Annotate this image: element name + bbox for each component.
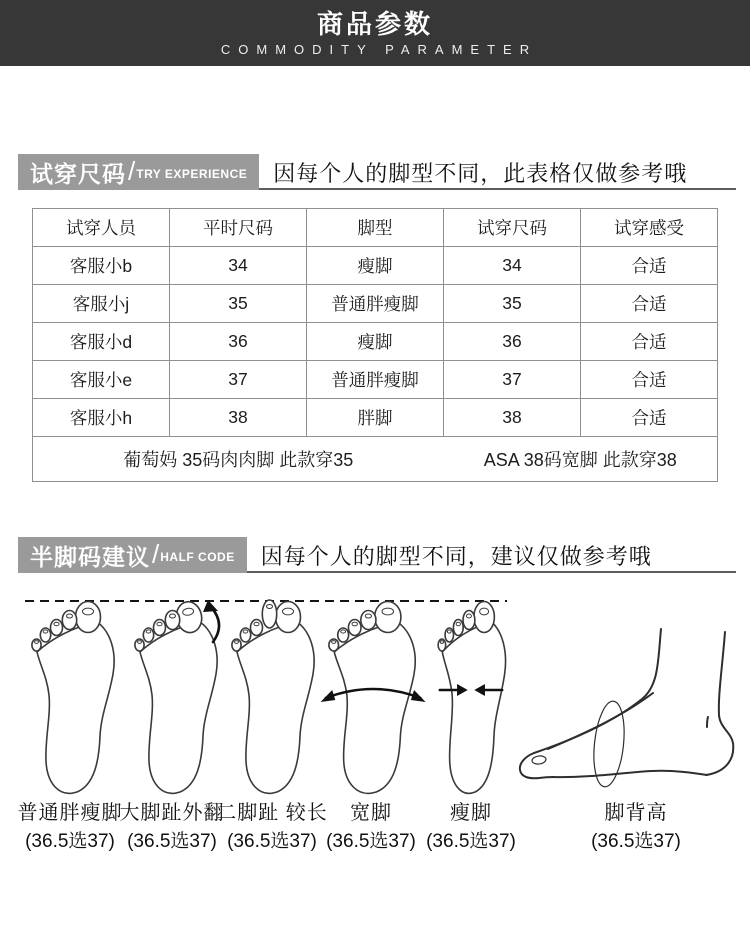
foot-type-name: 宽脚: [350, 802, 392, 824]
table-cell: 合适: [581, 399, 718, 437]
foot-type-suggestion: (36.5选37): [591, 831, 681, 852]
foot-type-name: 脚背高: [604, 802, 668, 824]
table-cell: 35: [444, 285, 581, 323]
tag-separator: /: [152, 538, 160, 569]
foot-type-name: 普通胖瘦脚: [17, 802, 123, 824]
table-cell: 34: [170, 247, 307, 285]
table-cell: 瘦脚: [307, 323, 444, 361]
section-half-heading: [18, 537, 736, 573]
tag-label-cn: 半脚码建议: [30, 543, 150, 570]
column-header: 试穿人员: [33, 209, 170, 247]
section-note: 因每个人的脚型不同，建议仅做参考哦: [260, 544, 652, 569]
table-cell: 36: [170, 323, 307, 361]
tag-label-cn: 试穿尺码: [30, 160, 126, 187]
foot-normal-icon: [32, 602, 114, 794]
page-header: [0, 0, 750, 66]
foot-narrow-icon: [438, 602, 505, 794]
footer-note-right: ASA 38码宽脚 此款穿38: [444, 437, 718, 482]
table-row: [33, 285, 718, 323]
tag-label-en: HALF CODE: [160, 550, 235, 564]
foot-type-suggestion: (36.5选37): [25, 831, 115, 852]
foot-high-instep-icon: [520, 629, 733, 788]
column-header: 试穿尺码: [444, 209, 581, 247]
section-note-rule: [247, 537, 736, 573]
foot-type-label: [216, 801, 328, 854]
column-header: 平时尺码: [170, 209, 307, 247]
table-cell: 普通胖瘦脚: [307, 285, 444, 323]
column-header: 试穿感受: [581, 209, 718, 247]
table-cell: 客服小e: [33, 361, 170, 399]
table-cell: 合适: [581, 247, 718, 285]
try-on-table: [32, 208, 718, 482]
foot-type-label: [18, 801, 123, 854]
table-cell: 客服小h: [33, 399, 170, 437]
footer-note-left: 葡萄妈 35码肉肉脚 此款穿35: [33, 437, 444, 482]
foot-long-second-toe-icon: [232, 600, 314, 793]
table-cell: 合适: [581, 285, 718, 323]
foot-type-suggestion: (36.5选37): [326, 831, 416, 852]
half-code-tag: [18, 537, 247, 573]
table-row: [33, 399, 718, 437]
wide-arrowhead-right: [411, 690, 426, 702]
table-cell: 37: [444, 361, 581, 399]
tag-separator: /: [128, 155, 136, 186]
table-cell: 合适: [581, 323, 718, 361]
foot-type-suggestion: (36.5选37): [227, 831, 317, 852]
foot-type-name: 二脚趾 较长: [216, 802, 328, 824]
table-cell: 客服小d: [33, 323, 170, 361]
tag-label-en: TRY EXPERIENCE: [136, 167, 248, 181]
table-cell: 37: [170, 361, 307, 399]
table-row: [33, 361, 718, 399]
foot-type-suggestion: (36.5选37): [127, 831, 217, 852]
table-cell: 34: [444, 247, 581, 285]
table-header-row: [33, 209, 718, 247]
section-try-heading: [18, 154, 736, 190]
foot-type-label: [326, 801, 416, 854]
table-cell: 客服小j: [33, 285, 170, 323]
foot-wide-icon: [321, 602, 426, 794]
page-title: 商品参数: [316, 9, 433, 39]
table-cell: 合适: [581, 361, 718, 399]
foot-types-illustration: [0, 588, 750, 802]
table-cell: 36: [444, 323, 581, 361]
foot-type-label: [120, 801, 225, 854]
table-row: [33, 323, 718, 361]
table-row: [33, 247, 718, 285]
section-note-rule: [259, 154, 736, 190]
table-cell: 胖脚: [307, 399, 444, 437]
wide-arrowhead-left: [321, 690, 336, 702]
foot-type-name: 瘦脚: [450, 802, 492, 824]
table-cell: 客服小b: [33, 247, 170, 285]
table-cell: 38: [170, 399, 307, 437]
table-cell: 35: [170, 285, 307, 323]
page-subtitle: COMMODITY PARAMETER: [220, 42, 538, 57]
foot-bunion-icon: [135, 600, 219, 794]
foot-type-name: 大脚趾外翻: [119, 802, 225, 824]
try-experience-tag: [18, 154, 259, 190]
section-note: 因每个人的脚型不同，此表格仅做参考哦: [273, 161, 688, 186]
foot-type-suggestion: (36.5选37): [426, 831, 516, 852]
foot-type-label: [591, 801, 681, 854]
table-footer-row: [33, 437, 718, 482]
table-cell: 普通胖瘦脚: [307, 361, 444, 399]
table-cell: 瘦脚: [307, 247, 444, 285]
table-cell: 38: [444, 399, 581, 437]
column-header: 脚型: [307, 209, 444, 247]
foot-type-label: [426, 801, 516, 854]
